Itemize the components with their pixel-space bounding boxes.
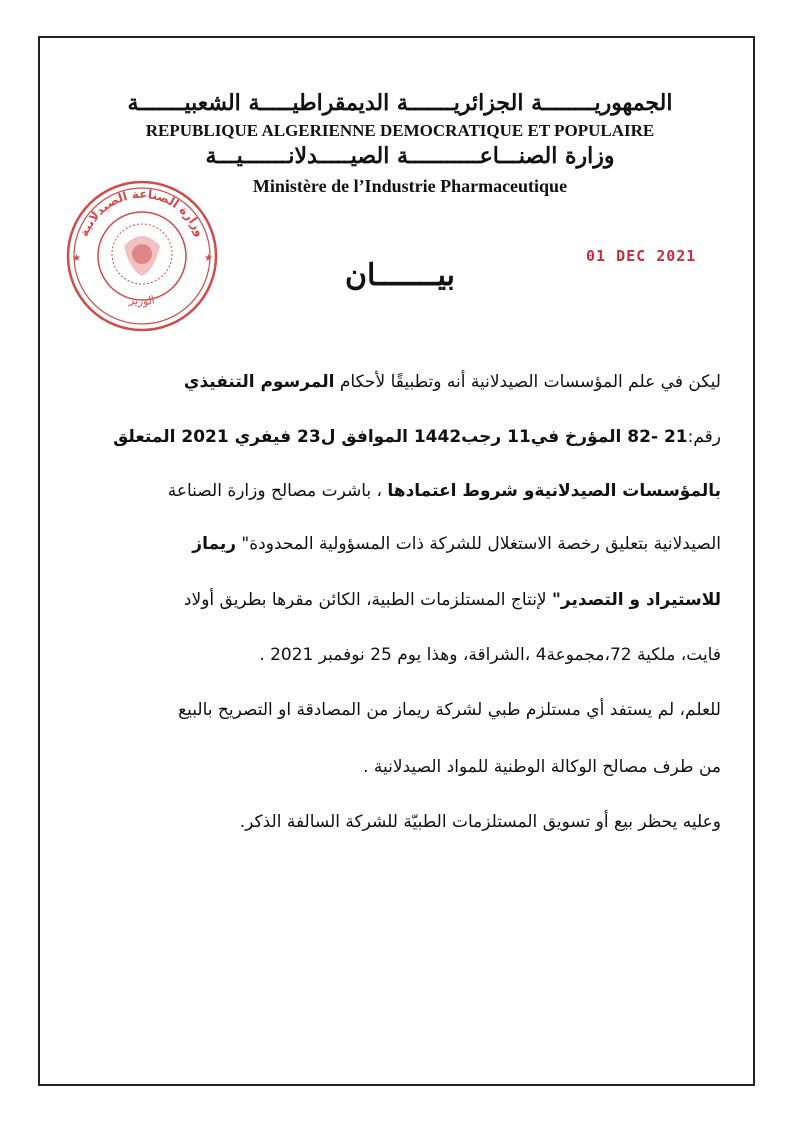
body-text: رقم:: [687, 427, 721, 447]
svg-text:★: ★: [72, 253, 81, 264]
body-text-bold: بالمؤسسات الصيدلانيةو شروط اعتمادها: [387, 481, 721, 501]
body-text-bold: 21 -82 المؤرخ في11 رجب1442 الموافق ل23 فيفري 2021 المتعلق: [113, 427, 688, 447]
ministry-seal-icon: [62, 176, 222, 336]
body-line-5: [184, 590, 721, 610]
body-text: الصيدلانية بتعليق رخصة الاستغلال للشركة ذات المسؤولية المحدودة": [236, 534, 721, 554]
header-ministry-french: Ministère de l’Industrie Pharmaceutique: [252, 176, 568, 196]
body-line-4: [192, 534, 721, 554]
body-text: لإنتاج المستلزمات الطبية، الكائن مقرها بطريق أولاد: [183, 590, 553, 610]
header-republic-arabic: الجمهوريــــــــة الجزائريـــــــة الديمقراطيـــــة الشعبيـــــــة: [127, 90, 673, 116]
document-title: بيـــــــان: [344, 258, 456, 293]
body-text: ، باشرت مصالح وزارة الصناعة: [167, 481, 388, 501]
body-line-9: وعليه يحظر بيع أو تسويق المستلزمات الطبيّة للشركة السالفة الذكر.: [239, 812, 721, 832]
svg-text:★: ★: [204, 253, 213, 264]
body-line-6: فايت، ملكية 72،مجموعة4 ،الشراقة، وهذا يوم 25 نوفمبر 2021 .: [259, 645, 721, 665]
body-line-2: [113, 427, 721, 447]
body-text: ليكن في علم المؤسسات الصيدلانية أنه وتطبيقًا لأحكام: [334, 372, 721, 392]
body-text-bold: للاستيراد و التصدير": [552, 590, 721, 610]
body-line-1: [184, 372, 721, 392]
body-text-bold: المرسوم التنفيذي: [183, 372, 335, 392]
header-republic-french: REPUBLIQUE ALGERIENNE DEMOCRATIQUE ET POPULAIRE: [145, 121, 655, 140]
seal-text-top: وزارة الصناعة الصيدلانية: [76, 186, 208, 239]
header-ministry-arabic: وزارة الصنـــاعـــــــــــة الصيـــــدلانـــــــيـــة: [205, 143, 615, 169]
seal-text-bottom: الوزير: [128, 293, 156, 308]
date-stamp: 01 DEC 2021: [586, 247, 697, 265]
svg-text:وزارة الصناعة الصيدلانية: [77, 187, 207, 239]
svg-text:الوزير: [127, 293, 156, 308]
body-line-3: [168, 481, 721, 501]
body-line-7: للعلم، لم يستفد أي مستلزم طبي لشركة ريماز من المصادقة او التصريح بالبيع: [178, 700, 721, 720]
body-text-bold: ريماز: [192, 534, 237, 554]
body-line-8: من طرف مصالح الوكالة الوطنية للمواد الصيدلانية .: [363, 757, 721, 777]
